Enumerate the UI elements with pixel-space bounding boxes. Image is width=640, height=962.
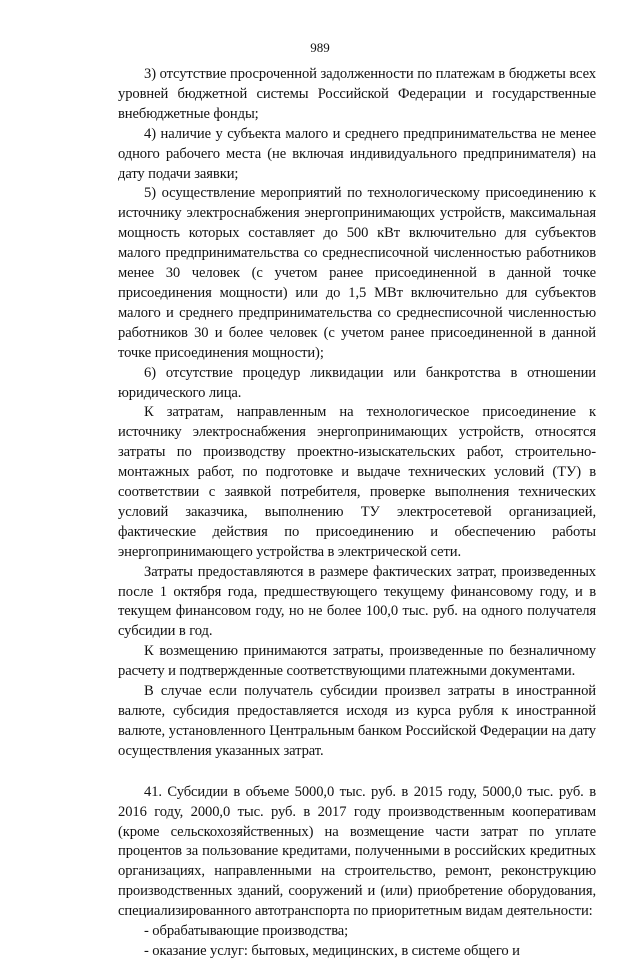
paragraph-item-4: 4) наличие у субъекта малого и среднего предпринимательства не менее одного рабочего места (не включая индивидуального предпринимателя) на дату подачи заявки; (118, 125, 596, 182)
paragraph-item-3: 3) отсутствие просроченной задолженности по платежам в бюджеты всех уровней бюджетной системы Российской Федерации и государственные внебюджетные фонды; (118, 66, 596, 122)
list-item-services: - оказание услуг: бытовых, медицинских, в системе общего и (144, 942, 520, 959)
document-body (118, 65, 596, 962)
paragraph-item-6: 6) отсутствие процедур ликвидации или банкротства в отношении юридического лица. (118, 364, 596, 401)
paragraph-cost-limit: Затраты предоставляются в размере фактических затрат, произведенных после 1 октября года, предшествующего текущему финансовому году, и в текущем финансовом году, но не более 100,0 тыс. руб. на одного получателя субсидии в год. (118, 563, 596, 640)
list-item-manufacturing: - обрабатывающие производства; (144, 923, 349, 940)
paragraph-cashless-payment: К возмещению принимаются затраты, произведенные по безналичному расчету и подтвержденные соответствующими платежными документами. (118, 643, 596, 680)
paragraph-eligible-costs: К затратам, направленным на технологическое присоединение к источнику электроснабжения энергопринимающих устройств, относятся затраты по производству проектно-изыскательских работ, строительно-монтажных работ, по подготовке и выдаче технических условий (ТУ) в соответствии с заявкой потребителя, проверке выполнения технических условий заказчика, выполнению ТУ электросетевой организацией, фактические действия по присоединению и обеспечению работы энергопринимающего устройства в электрической сети. (118, 404, 596, 560)
paragraph-item-5: 5) осуществление мероприятий по технологическому присоединению к источнику электроснабжения энергопринимающих устройств, максимальная мощность которых составляет до 500 кВт включительно для субъектов малого предпринимательства со среднесписочной численностью работников менее 30 человек (с учетом ранее присоединенной в данной точке присоединения мощности) или до 1,5 МВт включительно для субъектов малого и среднего предпринимательства со среднесписочной численностью работников 30 и более человек (с учетом ранее присоединенной в данной точке присоединения мощности); (118, 185, 596, 361)
page-number: 989 (310, 40, 330, 55)
paragraph-section-41: 41. Субсидии в объеме 5000,0 тыс. руб. в 2015 году, 5000,0 тыс. руб. в 2016 году, 2000,0 тыс. руб. в 2017 году производственным кооперативам (кроме сельскохозяйственных) на возмещение части затрат по уплате процентов за пользование кредитами, полученными в российских кредитных организациях, направленными на строительство, ремонт, реконструкцию производственных зданий, сооружений и (или) приобретение оборудования, специализированного автотранспорта по приоритетным видам деятельности: (118, 783, 596, 920)
paragraph-foreign-currency: В случае если получатель субсидии произвел затраты в иностранной валюте, субсидия предоставляется исходя из курса рубля к иностранной валюте, установленного Центральным банком Российской Федерации на дату осуществления указанных затрат. (118, 683, 596, 759)
